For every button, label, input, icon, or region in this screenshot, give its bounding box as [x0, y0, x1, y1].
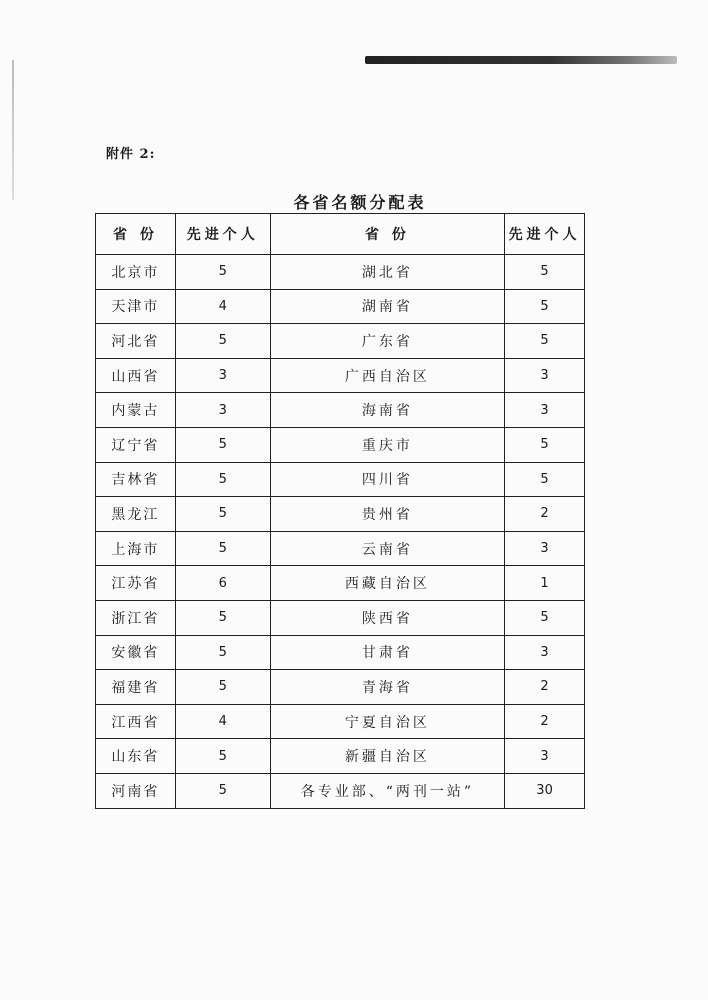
- count-cell: 5: [175, 497, 270, 532]
- province-cell: 湖南省: [270, 289, 505, 324]
- count-cell: 3: [505, 739, 585, 774]
- count-cell: 5: [505, 255, 585, 290]
- attachment-label: 附件 2:: [106, 147, 156, 162]
- province-cell: 广西自治区: [270, 358, 505, 393]
- province-cell: 江西省: [96, 704, 176, 739]
- province-cell: 内蒙古: [96, 393, 176, 428]
- header-province-left: 省 份: [96, 214, 176, 255]
- table-title: 各省名额分配表: [293, 193, 427, 212]
- province-cell: 贵州省: [270, 497, 505, 532]
- province-cell: 辽宁省: [96, 427, 176, 462]
- count-cell: 5: [175, 739, 270, 774]
- province-cell: 北京市: [96, 255, 176, 290]
- count-cell: 3: [175, 358, 270, 393]
- table-row: [96, 670, 585, 705]
- count-cell: 2: [505, 704, 585, 739]
- province-cell: 重庆市: [270, 427, 505, 462]
- table-row: [96, 635, 585, 670]
- count-cell: 30: [505, 773, 585, 808]
- count-cell: 5: [175, 255, 270, 290]
- redacted-header-bar: [365, 56, 677, 64]
- province-cell: 湖北省: [270, 255, 505, 290]
- province-cell: 宁夏自治区: [270, 704, 505, 739]
- count-cell: 5: [175, 427, 270, 462]
- province-cell: 山西省: [96, 358, 176, 393]
- count-cell: 5: [175, 462, 270, 497]
- scan-edge-mark: [12, 60, 14, 200]
- count-cell: 5: [505, 289, 585, 324]
- province-cell: 海南省: [270, 393, 505, 428]
- allocation-table: [95, 213, 585, 809]
- count-cell: 5: [175, 670, 270, 705]
- header-count-right: 先进个人: [505, 214, 585, 255]
- count-cell: 5: [505, 324, 585, 359]
- header-count-left: 先进个人: [175, 214, 270, 255]
- table-row: [96, 704, 585, 739]
- table-body: [96, 255, 585, 809]
- province-cell: 天津市: [96, 289, 176, 324]
- province-cell: 四川省: [270, 462, 505, 497]
- province-cell: 各专业部、“两刊一站”: [270, 773, 505, 808]
- count-cell: 5: [505, 427, 585, 462]
- province-cell: 河北省: [96, 324, 176, 359]
- province-cell: 河南省: [96, 773, 176, 808]
- province-cell: 安徽省: [96, 635, 176, 670]
- table-row: [96, 739, 585, 774]
- count-cell: 6: [175, 566, 270, 601]
- count-cell: 5: [175, 773, 270, 808]
- table-row: [96, 358, 585, 393]
- province-cell: 新疆自治区: [270, 739, 505, 774]
- count-cell: 4: [175, 704, 270, 739]
- count-cell: 3: [505, 635, 585, 670]
- province-cell: 云南省: [270, 531, 505, 566]
- count-cell: 4: [175, 289, 270, 324]
- province-cell: 黑龙江: [96, 497, 176, 532]
- count-cell: 1: [505, 566, 585, 601]
- count-cell: 5: [175, 324, 270, 359]
- province-cell: 浙江省: [96, 600, 176, 635]
- table-row: [96, 393, 585, 428]
- province-cell: 甘肃省: [270, 635, 505, 670]
- table-row: [96, 289, 585, 324]
- count-cell: 3: [175, 393, 270, 428]
- table-row: [96, 427, 585, 462]
- province-cell: 广东省: [270, 324, 505, 359]
- table-row: [96, 255, 585, 290]
- table-row: [96, 531, 585, 566]
- count-cell: 2: [505, 497, 585, 532]
- province-cell: 青海省: [270, 670, 505, 705]
- province-cell: 山东省: [96, 739, 176, 774]
- count-cell: 5: [175, 600, 270, 635]
- province-cell: 江苏省: [96, 566, 176, 601]
- table-row: [96, 462, 585, 497]
- count-cell: 5: [175, 635, 270, 670]
- header-province-right: 省 份: [270, 214, 505, 255]
- table-row: [96, 773, 585, 808]
- province-cell: 上海市: [96, 531, 176, 566]
- count-cell: 5: [505, 600, 585, 635]
- province-cell: 西藏自治区: [270, 566, 505, 601]
- table-row: [96, 600, 585, 635]
- province-cell: 福建省: [96, 670, 176, 705]
- province-cell: 陕西省: [270, 600, 505, 635]
- count-cell: 3: [505, 531, 585, 566]
- province-cell: 吉林省: [96, 462, 176, 497]
- table-header-row: [96, 214, 585, 255]
- count-cell: 3: [505, 393, 585, 428]
- table-row: [96, 324, 585, 359]
- count-cell: 3: [505, 358, 585, 393]
- count-cell: 5: [505, 462, 585, 497]
- table-row: [96, 566, 585, 601]
- count-cell: 5: [175, 531, 270, 566]
- count-cell: 2: [505, 670, 585, 705]
- table-row: [96, 497, 585, 532]
